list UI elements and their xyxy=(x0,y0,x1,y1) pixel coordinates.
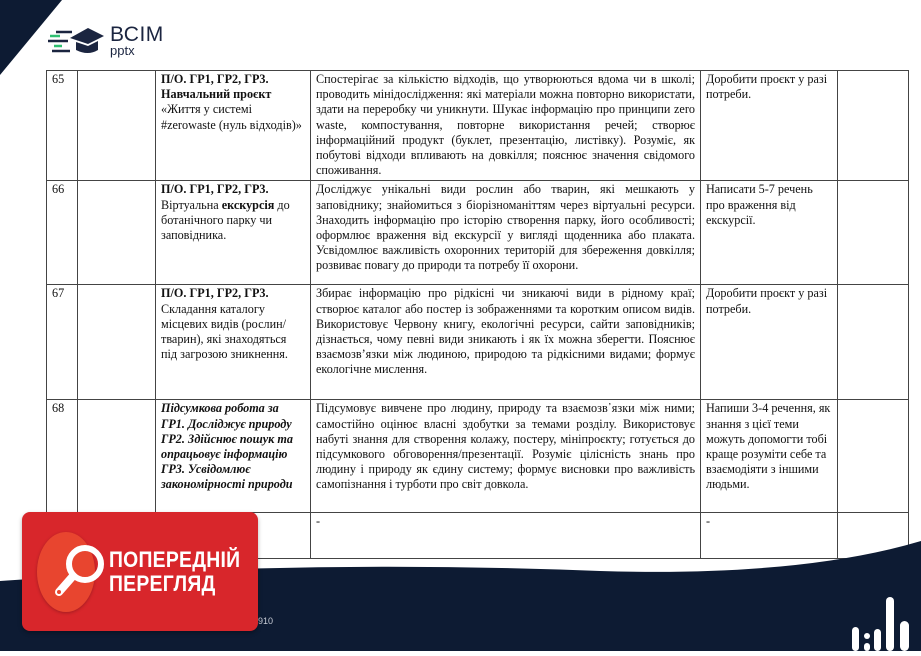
topic-segment: Підсумкова робота за ГР1. Досліджує природу ГР2. Здійснює пошук та опрацьовує інформацію ГР3. Усвідомлює закономірності природи xyxy=(161,401,293,492)
table-row xyxy=(47,71,909,181)
date-cell xyxy=(78,285,156,400)
notes-cell xyxy=(838,285,909,400)
outcomes-cell: Досліджує унікальні види рослин або тварин, які мешкають у заповіднику; знайомиться з біорізноманіттям через віртуальні ресурси. Знаходить інформацію про історію створення парку, його особливості; оформлює враження від екскурсії у вигляді щоденника або плаката. Усвідомлює важливість охоронних територій для збереження довкілля; розвиває повагу до природи та потребу її охорони. xyxy=(311,181,701,285)
outcomes-cell: Спостерігає за кількістю відходів, що утворюються вдома чи в школі; проводить мінідослідження: які матеріали можна повторно використати, здати на переробку чи уникнути. Шукає інформацію про принципи zero waste, компостування, повторне використання речей; створює інформаційний продукт (буклет, презентацію, листівку). Розуміє, як побутові відходи впливають на довкілля; пояснює значення свідомого споживання. xyxy=(311,71,701,181)
preview-badge[interactable] xyxy=(22,512,258,631)
topic-cell xyxy=(156,181,311,285)
topic-segment: до ботанічного парку чи заповідника. xyxy=(161,197,290,243)
lesson-number-cell: 65 xyxy=(47,71,78,181)
topic-segment: Складання каталогу місцевих видів (рослин/тварин), які знаходяться під загрозою зникнення. xyxy=(161,301,288,362)
bars-logo-icon xyxy=(848,583,918,651)
outcomes-cell: - xyxy=(311,513,701,559)
magnifier-icon xyxy=(37,532,95,612)
preview-line-2: ПЕРЕГЛЯД xyxy=(108,570,216,596)
lesson-number-cell: 68 xyxy=(47,400,78,513)
table-row xyxy=(47,285,909,400)
lesson-number-cell: 66 xyxy=(47,181,78,285)
topic-segment: П/О. ГР1, ГР2, ГР3. xyxy=(161,286,269,301)
topic-segment: Віртуальна xyxy=(161,197,222,212)
logo-title: ВСІМ xyxy=(110,22,164,46)
topic-cell xyxy=(156,285,311,400)
footer-code: 910 xyxy=(258,616,274,626)
topic-cell xyxy=(156,71,311,181)
logo-subtitle: pptx xyxy=(110,42,135,58)
homework-cell: - xyxy=(701,513,838,559)
date-cell xyxy=(78,400,156,513)
date-cell xyxy=(78,181,156,285)
notes-cell xyxy=(838,400,909,513)
topic-segment: «Життя у системі #zerowaste (нуль відходів)» xyxy=(161,102,302,132)
logo xyxy=(48,20,164,60)
homework-cell: Написати 5-7 речень про враження від екскурсії. xyxy=(701,181,838,285)
date-cell xyxy=(78,71,156,181)
outcomes-cell: Підсумовує вивчене про людину, природу та взаємозв᾿язки між ними; самостійно оцінює власні здобутки за темами розділу. Використовує набуті знання для створення колажу, постеру, мініпроєкту; готується до підсумкового обговорення/презентації. Розуміє цілісність знань про людину і природу як єдину систему; формує висновки про важливість самопізнання і турботи про світ довкола. xyxy=(311,400,701,513)
topic-segment: екскурсія xyxy=(221,197,275,212)
table-row xyxy=(47,181,909,285)
notes-cell xyxy=(838,71,909,181)
notes-cell xyxy=(838,181,909,285)
homework-cell: Доробити проєкт у разі потреби. xyxy=(701,71,838,181)
homework-cell: Доробити проєкт у разі потреби. xyxy=(701,285,838,400)
homework-cell: Напиши 3-4 речення, як знання з цієї теми можуть допомогти тобі краще розуміти себе та взаємодіяти з іншими людьми. xyxy=(701,400,838,513)
lesson-number-cell: 67 xyxy=(47,285,78,400)
topic-cell xyxy=(156,400,311,513)
topic-segment: П/О. ГР1, ГР2, ГР3. xyxy=(161,182,269,197)
topic-segment: П/О. ГР1, ГР2, ГР3. Навчальний проєкт xyxy=(161,72,272,102)
table-row xyxy=(47,400,909,513)
preview-line-1: ПОПЕРЕДНІЙ xyxy=(108,546,241,572)
graduation-cap-icon xyxy=(48,24,106,56)
outcomes-cell: Збирає інформацію про рідкісні чи зникаючі види в рідному краї; створює каталог або постер із зображеннями та коротким описом видів. Використовує Червону книгу, екологічні ресурси, сайти заповідників; дізнається, чому певні види зникають і як їх можна зберегти. Пояснює взаємозв’язки між людиною, природою та рідкісними видами; формує екологічне мислення. xyxy=(311,285,701,400)
lesson-plan-table xyxy=(46,70,909,559)
